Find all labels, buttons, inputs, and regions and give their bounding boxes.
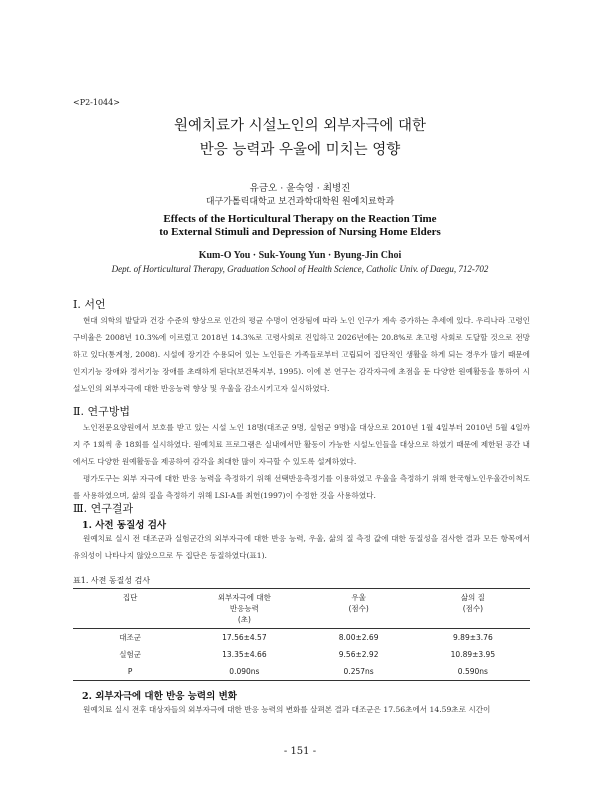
reaction-change-text: 원예치료 실시 전후 대상자들의 외부자극에 대한 반응 능력의 변화를 살펴본 결과 대조군은 17.56초에서 14.59초로 시간이 [83,705,491,714]
cell: 9.56±2.92 [338,650,379,659]
header-group: 집단 [122,593,138,602]
cell: 대조군 [119,633,141,642]
table-row [73,629,530,647]
korean-title-line2: 반응 능력과 우울에 미치는 영향 [199,142,401,158]
table-caption: 표1. 사전 동질성 검사 [73,576,151,585]
cell: 10.89±3.95 [450,650,496,659]
english-authors: Kum-O You · Suk-Young Yun · Byung-Jin Choi [198,250,402,261]
cell: 13.35±4.66 [222,650,267,659]
cell: 실험군 [119,650,141,659]
section-heading-results: Ⅲ. 연구결과 [73,502,134,515]
homogeneity-text: 원예치료 실시 전 대조군과 실험군간의 외부자극에 대한 반응 능력, 우울, 삶의 질 측정 값에 대한 동질성을 검사한 결과 모든 항목에서 유의성이 나타나지 않았으므로 두 집단은 동질하였다(표1). [73,534,530,560]
cell: 0.257ns [343,667,374,676]
methods-text-2: 평가도구는 외부 자극에 대한 반응 능력을 측정하기 위해 선택반응측정기를 이용하였고 우울을 측정하기 위해 한국형노인우울간이척도를 사용하였으며, 삶의 질을 측정하기 위해 LSI-A를 최헌(1997)이 수정한 것을 사용하였다. [73,474,530,500]
korean-title-line1: 원예치료가 시설노인의 외부자극에 대한 [174,118,426,134]
english-title-line2: to External Stimuli and Depression of Nursing Home Elders [159,226,441,238]
methods-paragraph [73,419,530,504]
header-quality-of-life: 삶의 질 (점수) [460,593,485,613]
table-header-row [73,589,530,629]
homogeneity-paragraph [73,530,530,564]
paper-code: <P2-1044> [73,98,120,107]
cell: 17.56±4.57 [222,633,267,642]
cell: 8.00±2.69 [338,633,379,642]
intro-text: 현대 의학의 발달과 건강 수준의 향상으로 인간의 평균 수명이 연장됨에 따라 노인 인구가 계속 증가하는 추세에 있다. 우리나라 고령인구비율은 2008년 10.3%에 이르렀고 2018년 14.3%로 고령사회로 진입하고 2026년에는 20.8%로 초고령 사회로 도달할 것으로 전망하고 있다(통계청, 2008). 시설에 장기간 수용되어 있는 노인들은 가족들로부터 고립되어 집단적인 생활을 하게 되는 경우가 많기 때문에 인지기능 장애와 정서기능 장애를 초래하게 된다(보건복지부, 1995). 이에 본 연구는 감각자극에 초점을 둔 다양한 원예활동을 통하여 시설노인의 외부자극에 대한 반응능력 향상 및 우울을 감소시키고자 실시하였다. [73,316,530,393]
korean-authors: 유금오 · 윤숙영 · 최병진 [249,183,351,194]
cell: P [127,667,133,676]
subsection-heading-homogeneity: 1. 사전 동질성 검사 [82,520,167,531]
page-number: - 151 - [283,746,317,757]
reaction-change-paragraph [73,701,530,718]
english-affiliation: Dept. of Horticultural Therapy, Graduation School of Health Science, Catholic Univ. of Daegu, 712-702 [111,264,489,274]
section-heading-intro: Ⅰ. 서언 [73,298,106,311]
cell: 0.090ns [229,667,260,676]
homogeneity-table [73,588,530,681]
subsection-heading-reaction-change: 2. 외부자극에 대한 반응 능력의 변화 [82,691,237,702]
section-heading-methods: Ⅱ. 연구방법 [73,405,130,418]
table-row [73,646,530,663]
header-depression: 우울 (점수) [348,593,369,613]
header-reaction: 외부자극에 대한 반응능력 (초) [217,593,271,624]
english-title-line1: Effects of the Horticultural Therapy on the Reaction Time [163,213,437,225]
table-row [73,663,530,681]
korean-affiliation: 대구가톨릭대학교 보건과학대학원 원예치료학과 [205,197,395,207]
methods-text-1: 노인전문요양원에서 보호를 받고 있는 시설 노인 18명(대조군 9명, 실험군 9명)을 대상으로 2010년 1월 4일부터 2010년 5월 4일까지 주 1회씩 총 18회를 실시하였다. 원예치료 프로그램은 실내에서만 활동이 가능한 시설노인들을 대상으로 하였기 때문에 제한된 공간 내에서도 다양한 원예활동을 제공하여 감각을 최대한 많이 자극할 수 있도록 설계하였다. [73,423,530,466]
cell: 9.89±3.76 [453,633,493,642]
cell: 0.590ns [457,667,488,676]
intro-paragraph [73,312,530,397]
